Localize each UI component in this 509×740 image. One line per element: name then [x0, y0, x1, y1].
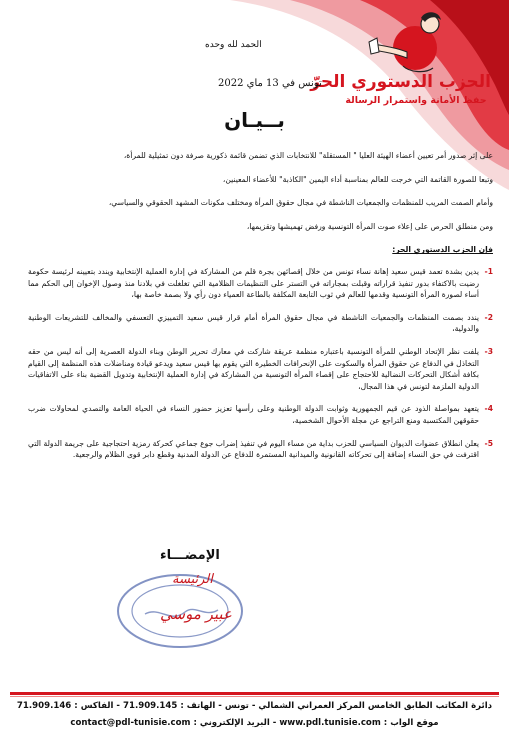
intro-paragraph: على إثر صدور أمر تعيين أعضاء الهيئة العليا " المستقلة" للانتخابات الذي تضمن قائمة ذكورية صرفة دون تمثيلية للمرأة،: [123, 151, 493, 160]
invocation-line: الحمد لله وحده: [205, 40, 262, 50]
list-item: [28, 346, 493, 392]
statement-body: [28, 150, 493, 472]
list-item: [28, 266, 493, 301]
list-item: [28, 403, 493, 426]
list-item: [28, 438, 493, 461]
signature-label: الإمضـــاء: [160, 548, 220, 563]
footer-address: دائرة المكاتب الطابق الخامس المركز العمراني الشمالي - تونس - الهاتف : 71.909.145 - الفاكس : 71.909.146: [16, 701, 493, 711]
item-number: 4-: [484, 404, 493, 414]
document-title: بــيـان: [224, 108, 285, 132]
item-text: يلفت نظر الإتحاد الوطني للمرأة التونسية باعتباره منظمة عريقة شاركت في معارك تحرير الوطن وبناء الدولة العصرية إلى أنه ليس من حقه التخاذل في الدفاع عن حقوق المرأة والسكوت على الإنحرافات الخطيرة التي يقوم بها قيس سعيد ويدعو قيادة ومناضلات هذه المنظمة إلى القيام بكافة أشكال التحركات النضالية للاحتجاج على إقصاء المرأة التونسية من المشاركة في إدارة العملية الإنتخابية وتدويل القضية بناء على الاتفاقيات الدولية الملزمة لتونس في هذا المجال،: [28, 346, 479, 391]
item-number: 2-: [484, 312, 493, 322]
item-text: يدين بشدة تعمد قيس سعيد إهانة نساء تونس من خلال إقصائهن بجرة قلم من المشاركة في إدارة العملية الإنتخابية ويندد بتعيينه لرئيسة حكومة رضيت بالاكتفاء بدور تنفيذ قراراته وقبلت بمجاراته في التستر على التنظيمات الظلامية التي تغلغلت في بلادنا منذ وصول الإخوان إلى الحكم مما أساء لصورة المرأة التونسية وقدمها للعالم في ثوب التابعة المكلفة بالطاعة العمياء دون رأي ولا بصمة خاصة بها،: [28, 266, 479, 300]
footer-divider-thin: [10, 696, 499, 697]
intro-paragraph: وأمام الصمت المريب للمنظمات والجمعيات الناشطة في مجال حقوق المرأة ومختلف مكونات المشهد الحقوقي والسياسي،: [108, 198, 493, 208]
footer-divider: [10, 692, 499, 695]
date-line: تونس في 13 ماي 2022: [218, 78, 322, 89]
item-text: يتعهد بمواصلة الذود عن قيم الجمهورية وثوابت الدولة الوطنية وعلى رأسها تعزيز حضور النساء في الحياة العامة والتصدي لمحاولات ضرب حقوقهن المكتسبة ومنع التراجع عن مجلة الأحوال الشخصية،: [28, 404, 479, 425]
footer-contact: موقع الواب : www.pdl.tunisie.com - البريد الإلكتروني : contact@pdl-tunisie.com: [70, 718, 439, 728]
signatory-name: عبير موسي: [160, 605, 232, 623]
section-heading: فإن الحزب الدستوري الحر:: [392, 245, 493, 255]
party-name: الحزب الدستوري الحرّ: [310, 72, 491, 92]
item-text: يعلن انطلاق عضوات الديوان السياسي للحزب بداية من مساء اليوم في تنفيذ إضراب جوع جماعي كحركة رمزية احتجاجية على جريمة الدولة التي اقترفت في حق النساء إضافة إلى تحركاته القانونية والميدانية المستمرة للدفاع عن الدولة المدنية وقطع دابر قوى الظلام والرجعية.: [28, 438, 479, 460]
intro-paragraph: ومن منطلق الحرص على إعلاء صوت المرأة التونسية ورفض تهميشها وتقزيمها،: [246, 221, 493, 231]
party-logo-icon: [367, 8, 457, 76]
intro-paragraph: وتبعا للصورة القاتمة التي خرجت للعالم بمناسبة أداء اليمين "الكاذبة" للأعضاء المعينين،: [222, 174, 493, 184]
signatory-role: الرئيسة: [172, 572, 213, 587]
party-slogan: حفظ الأمانة واستمرار الرسالة: [345, 95, 487, 106]
list-item: [28, 312, 493, 335]
item-number: 5-: [484, 438, 493, 448]
item-number: 3-: [484, 346, 493, 356]
item-text: يندد بصمت المنظمات والجمعيات الناشطة في مجال حقوق المرأة أمام قرار قيس سعيد التمييزي التعسفي والمخالف للتشريعات الوطنية والدولية،: [28, 312, 479, 334]
item-number: 1-: [484, 266, 493, 276]
intro-paragraphs: [28, 150, 493, 232]
